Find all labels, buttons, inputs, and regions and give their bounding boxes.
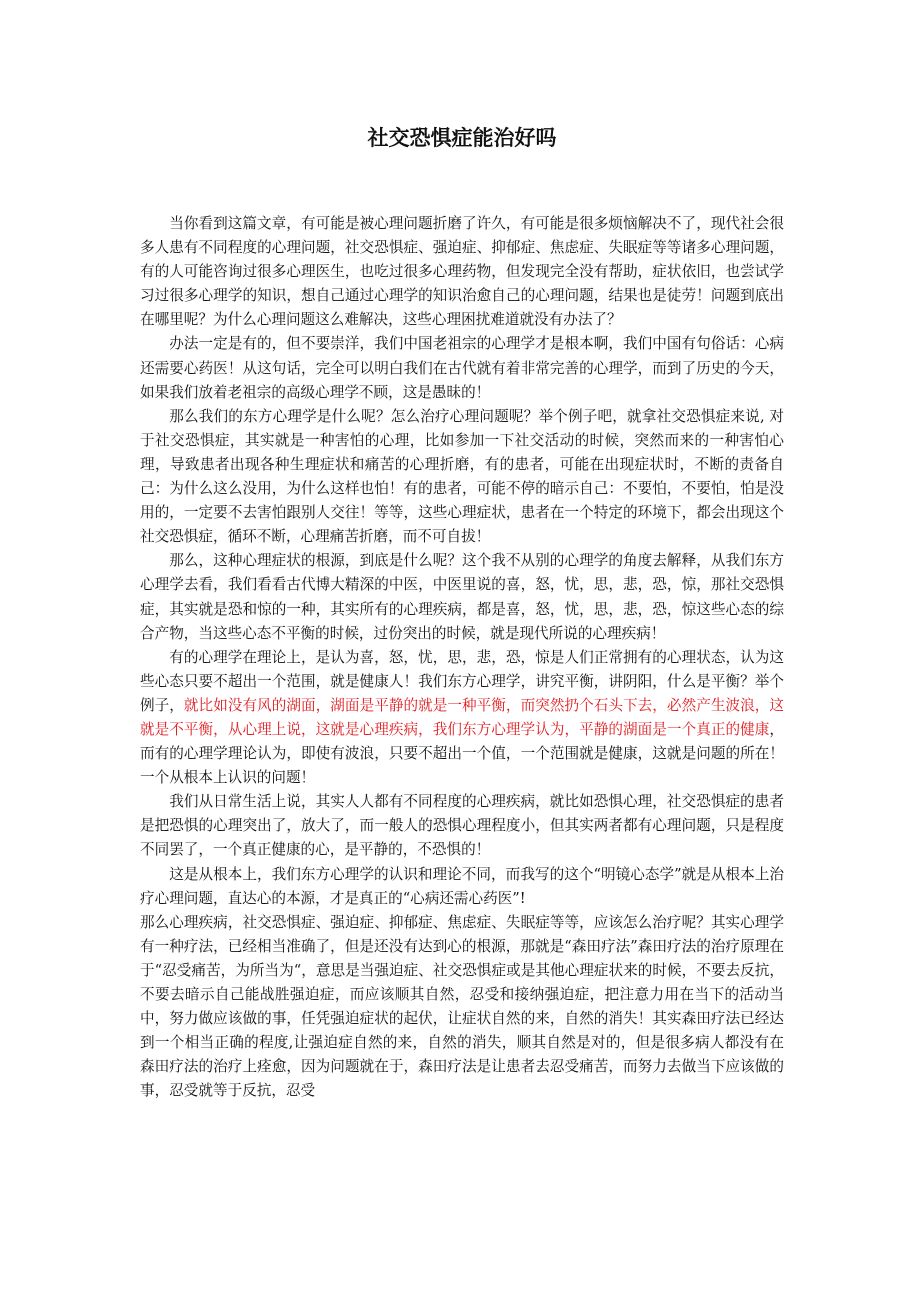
paragraph: 这是从根本上，我们东方心理学的认识和理论不同，而我写的这个“明镜心态学”就是从根本上治疗心理问题，直达心的本源，才是真正的“心病还需心药医”! xyxy=(140,865,784,907)
document-body xyxy=(140,212,784,1103)
paragraph: 办法一定是有的，但不要崇洋，我们中国老祖宗的心理学才是根本啊，我们中国有句俗话：心病还需要心药医！从这句话，完全可以明白我们在古代就有着非常完善的心理学，而到了历史的今天，如果我们放着老祖宗的高级心理学不顾，这是愚昧的！ xyxy=(140,335,784,401)
highlighted-text: 就比如没有风的湖面，湖面是平静的就是一种平衡，而突然扔个石头下去，必然产生波浪，这就是不平衡，从心理上说，这就是心理疾病，我们东方心理学认为，平静的湖面是一个真正的健康 xyxy=(140,696,784,738)
paragraph-with-highlight xyxy=(140,646,784,791)
paragraph: 那么，这种心理症状的根源，到底是什么呢？这个我不从别的心理学的角度去解释，从我们东方心理学去看，我们看看古代博大精深的中医，中医里说的喜，怒，忧，思，悲，恐，惊，那社交恐惧症，其实就是恐和惊的一种，其实所有的心理疾病，都是喜，怒，忧，思，悲，恐，惊这些心态的综合产物，当这些心态不平衡的时候，过份突出的时候，就是现代所说的心理疾病！ xyxy=(140,552,784,642)
paragraph: 那么心理疾病，社交恐惧症、强迫症、抑郁症、焦虑症、失眠症等等，应该怎么治疗呢？其实心理学有一种疗法，已经相当准确了，但是还没有达到心的根源，那就是“森田疗法”森田疗法的治疗原理在于“忍受痛苦，为所当为“，意思是当强迫症、社交恐惧症或是其他心理症状来的时候，不要去反抗，不要去暗示自己能战胜强迫症，而应该顺其自然，忍受和接纳强迫症，把注意力用在当下的活动当中，努力做应该做的事，任凭强迫症状的起伏，让症状自然的来，自然的消失！其实森田疗法已经达到一个相当正确的程度,让强迫症自然的来，自然的消失，顺其自然是对的，但是很多病人都没有在森田疗法的治疗上痊愈，因为问题就在于，森田疗法是让患者去忍受痛苦，而努力去做当下应该做的事，忍受就等于反抗，忍受 xyxy=(140,913,784,1100)
paragraph: 那么我们的东方心理学是什么呢？怎么治疗心理问题呢？举个例子吧，就拿社交恐惧症来说, 对于社交恐惧症，其实就是一种害怕的心理，比如参加一下社交活动的时候，突然而来的一种害怕心理，导致患者出现各种生理症状和痛苦的心理折磨，有的患者，可能在出现症状时，不断的责备自己：为什么这么没用，为什么这样也怕！有的患者，可能不停的暗示自己：不要怕，不要怕，怕是没用的，一定要不去害怕跟别人交往！等等，这些心理症状，患者在一个特定的环境下，都会出现这个社交恐惧症，循环不断，心理痛苦折磨，而不可自拔！ xyxy=(140,407,784,546)
document-page xyxy=(140,0,784,1103)
paragraph-text: ，而有的心理学理论认为，即使有波浪，只要不超出一个值，一个范围就是健康，这就是问题的所在！一个从根本上认识的问题！ xyxy=(140,720,784,787)
paragraph: 我们从日常生活上说，其实人人都有不同程度的心理疾病，就比如恐惧心理，社交恐惧症的患者是把恐惧的心理突出了，放大了，而一般人的恐惧心理程度小，但其实两者都有心理问题，只是程度不同罢了，一个真正健康的心，是平静的，不恐惧的！ xyxy=(140,793,784,859)
page-title: 社交恐惧症能治好吗 xyxy=(367,125,557,150)
paragraph: 当你看到这篇文章，有可能是被心理问题折磨了许久，有可能是很多烦恼解决不了，现代社会很多人患有不同程度的心理问题，社交恐惧症、强迫症、抑郁症、焦虑症、失眠症等等诸多心理问题，有的人可能咨询过很多心理医生，也吃过很多心理药物，但发现完全没有帮助，症状依旧，也尝试学习过很多心理学的知识，想自己通过心理学的知识治愈自己的心理问题，结果也是徒劳！问题到底出在哪里呢？为什么心理问题这么难解决，这些心理困扰难道就没有办法了？ xyxy=(140,215,784,329)
paragraph-text: 有的心理学在理论上，是认为喜，怒，忧，思，悲，恐，惊是人们正常拥有的心理状态，认为这些心态只要不超出一个范围，就是健康人！我们东方心理学，讲究平衡，讲阴阳，什么是平衡？举个例子， xyxy=(140,648,784,714)
